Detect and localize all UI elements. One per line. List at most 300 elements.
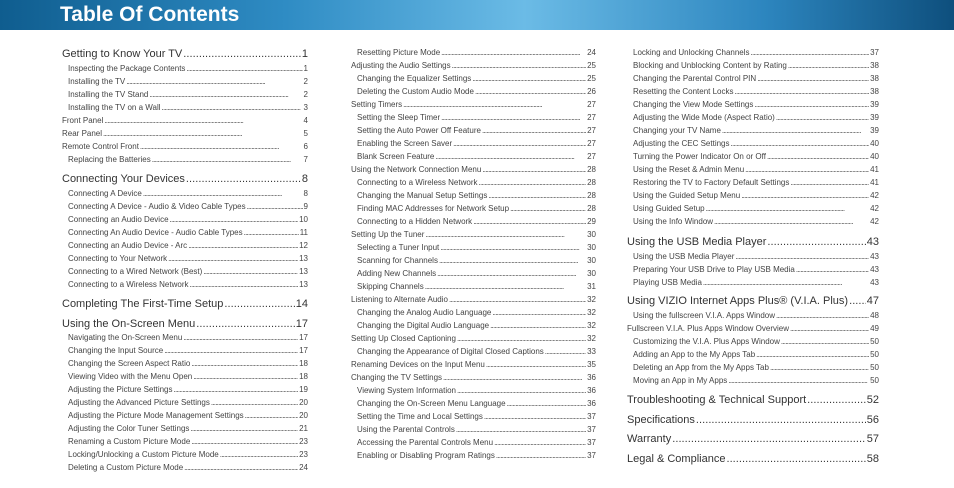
toc-entry-link[interactable] (351, 126, 596, 138)
toc-page-number: 56 (866, 414, 879, 426)
toc-section-link[interactable] (627, 236, 879, 250)
toc-entry-link[interactable] (351, 139, 596, 151)
leader-dots (191, 437, 298, 446)
toc-page-number: 17 (299, 346, 308, 355)
toc-entry-label: Inspecting the Package Contents (68, 64, 186, 73)
toc-entry-link[interactable] (351, 256, 596, 268)
toc-entry-link[interactable] (627, 278, 879, 290)
toc-page-number: 2 (303, 90, 308, 99)
toc-entry-label: Changing the Digital Audio Language (357, 321, 490, 330)
toc-entry-link[interactable] (351, 165, 596, 177)
leader-dots (696, 414, 866, 426)
toc-entry-label: Connecting to a Wireless Network (68, 280, 189, 289)
toc-entry-link[interactable] (62, 463, 308, 475)
toc-entry-link[interactable] (62, 346, 308, 358)
toc-page-number: 20 (299, 411, 308, 420)
toc-entry-link[interactable] (62, 424, 308, 436)
toc-entry-label: Setting the Auto Power Off Feature (357, 126, 481, 135)
toc-entry-label: Enabling or Disabling Program Ratings (357, 451, 495, 460)
toc-entry-link[interactable] (627, 165, 879, 177)
header-banner (0, 0, 954, 30)
toc-page-number: 27 (587, 113, 596, 122)
toc-page-number: 39 (870, 100, 879, 109)
toc-entry-link[interactable] (627, 376, 879, 388)
leader-dots (403, 100, 586, 109)
toc-section-link[interactable] (627, 433, 879, 447)
toc-entry-label: Blocking and Unblocking Content by Rating (633, 61, 787, 70)
toc-entry-link[interactable] (351, 230, 596, 242)
toc-entry-link[interactable] (62, 155, 308, 167)
toc-entry-label: Using the On-Screen Menu (62, 318, 196, 330)
toc-entry-label: Using the Parental Controls (357, 425, 455, 434)
toc-entry-link[interactable] (62, 359, 308, 371)
toc-page-number: 30 (587, 243, 596, 252)
toc-entry-label: Fullscreen V.I.A. Plus Apps Window Overview (627, 324, 789, 333)
toc-entry-link[interactable] (351, 204, 596, 216)
leader-dots (162, 103, 303, 112)
toc-entry-link[interactable] (627, 204, 879, 216)
toc-entry-link[interactable] (627, 113, 879, 125)
toc-page-number: 30 (587, 230, 596, 239)
leader-dots (103, 129, 303, 138)
toc-page-number: 29 (587, 217, 596, 226)
toc-entry-label: Changing the On-Screen Menu Language (357, 399, 506, 408)
toc-entry-link[interactable] (627, 178, 879, 190)
toc-page-number: 13 (299, 267, 308, 276)
toc-page-number: 43 (870, 278, 879, 287)
toc-entry-label: Installing the TV on a Wall (68, 103, 161, 112)
toc-page-number: 42 (870, 217, 879, 226)
toc-entry-link[interactable] (351, 269, 596, 281)
toc-entry-link[interactable] (627, 139, 879, 151)
leader-dots (104, 116, 302, 125)
leader-dots (149, 90, 302, 99)
leader-dots (437, 269, 586, 278)
toc-page-number: 27 (587, 126, 596, 135)
toc-page-number: 36 (587, 373, 596, 382)
toc-entry-link[interactable] (351, 74, 596, 86)
toc-entry-label: Locking and Unlocking Channels (633, 48, 750, 57)
toc-entry-label: Getting to Know Your TV (62, 48, 183, 60)
toc-entry-label: Skipping Channels (357, 282, 424, 291)
toc-entry-label: Installing the TV (68, 77, 126, 86)
toc-page-number: 38 (870, 74, 879, 83)
toc-section-link[interactable] (62, 298, 308, 312)
leader-dots (183, 48, 301, 60)
toc-page-number: 41 (870, 178, 879, 187)
toc-entry-link[interactable] (62, 103, 308, 115)
toc-entry-label: Changing the Equalizer Settings (357, 74, 472, 83)
toc-entry-link[interactable] (351, 347, 596, 359)
toc-page-number: 50 (870, 350, 879, 359)
toc-section-link[interactable] (62, 173, 308, 187)
toc-page-number: 36 (587, 386, 596, 395)
toc-entry-label: Adjusting the Wide Mode (Aspect Ratio) (633, 113, 775, 122)
toc-page-number: 23 (299, 437, 308, 446)
leader-dots (188, 241, 298, 250)
leader-dots (754, 100, 869, 109)
leader-dots (245, 411, 298, 420)
toc-entry-link[interactable] (627, 217, 879, 229)
toc-entry-label: Connecting A Device (68, 189, 142, 198)
leader-dots (484, 412, 586, 421)
leader-dots (143, 189, 303, 198)
toc-entry-label: Setting Timers (351, 100, 403, 109)
toc-section-link[interactable] (62, 48, 308, 62)
toc-entry-link[interactable] (627, 191, 879, 203)
toc-entry-link[interactable] (62, 385, 308, 397)
toc-page-number: 19 (299, 385, 308, 394)
toc-entry-label: Connecting to a Wireless Network (357, 178, 478, 187)
toc-page-number: 12 (299, 241, 308, 250)
leader-dots (140, 142, 303, 151)
leader-dots (714, 217, 869, 226)
toc-entry-link[interactable] (62, 90, 308, 102)
toc-entry-label: Viewing System Information (357, 386, 457, 395)
leader-dots (168, 254, 298, 263)
toc-page-number: 58 (866, 453, 879, 465)
toc-page-number: 36 (587, 399, 596, 408)
leader-dots (220, 450, 298, 459)
toc-entry-link[interactable] (627, 265, 879, 277)
toc-entry-label: Listening to Alternate Audio (351, 295, 448, 304)
toc-entry-link[interactable] (351, 282, 596, 294)
leader-dots (184, 463, 298, 472)
leader-dots (440, 243, 586, 252)
toc-entry-link[interactable] (62, 64, 308, 76)
leader-dots (781, 337, 869, 346)
toc-entry-link[interactable] (351, 425, 596, 437)
leader-dots (722, 126, 869, 135)
toc-page-number: 25 (587, 61, 596, 70)
toc-entry-label: Troubleshooting & Technical Support (627, 394, 807, 406)
toc-page-number: 49 (870, 324, 879, 333)
toc-page-number: 27 (587, 139, 596, 148)
toc-entry-link[interactable] (351, 113, 596, 125)
toc-page-number: 48 (870, 311, 879, 320)
toc-entry-label: Adding an App to the My Apps Tab (633, 350, 756, 359)
toc-page-number: 32 (587, 321, 596, 330)
toc-section-link[interactable] (627, 453, 879, 467)
toc-page-number: 52 (866, 394, 879, 406)
toc-entry-label: Connecting to Your Network (68, 254, 168, 263)
toc-entry-link[interactable] (627, 74, 879, 86)
toc-entry-link[interactable] (62, 202, 308, 214)
toc-entry-link[interactable] (62, 437, 308, 449)
leader-dots (756, 350, 869, 359)
toc-entry-link[interactable] (351, 399, 596, 411)
leader-dots (435, 152, 586, 161)
toc-entry-label: Connecting an Audio Device - Arc (68, 241, 188, 250)
toc-entry-label: Connecting A Device - Audio & Video Cable Types (68, 202, 246, 211)
toc-entry-link[interactable] (62, 280, 308, 292)
toc-entry-link[interactable] (627, 61, 879, 73)
toc-entry-link[interactable] (62, 77, 308, 89)
toc-entry-link[interactable] (62, 398, 308, 410)
toc-section-link[interactable] (627, 394, 879, 408)
leader-dots (482, 126, 586, 135)
toc-page-number: 20 (299, 398, 308, 407)
toc-entry-link[interactable] (351, 243, 596, 255)
toc-entry-link[interactable] (627, 324, 879, 336)
toc-entry-label: Changing your TV Name (633, 126, 721, 135)
leader-dots (735, 87, 870, 96)
leader-dots (170, 215, 299, 224)
toc-page-number: 38 (870, 87, 879, 96)
toc-entry-link[interactable] (351, 386, 596, 398)
toc-entry-label: Changing the Manual Setup Settings (357, 191, 488, 200)
toc-page-number: 37 (587, 438, 596, 447)
toc-entry-link[interactable] (351, 360, 596, 372)
toc-entry-label: Navigating the On-Screen Menu (68, 333, 183, 342)
toc-entry-link[interactable] (351, 100, 596, 112)
toc-entry-link[interactable] (62, 450, 308, 462)
toc-page-number: 17 (299, 333, 308, 342)
toc-entry-link[interactable] (62, 116, 308, 128)
leader-dots (190, 280, 299, 289)
toc-page-number: 39 (870, 113, 879, 122)
leader-dots (126, 77, 302, 86)
leader-dots (494, 438, 586, 447)
toc-entry-link[interactable] (627, 363, 879, 375)
leader-dots (472, 74, 586, 83)
leader-dots (452, 61, 586, 70)
toc-entry-label: Using the Info Window (633, 217, 714, 226)
leader-dots (706, 204, 869, 213)
toc-page-number: 24 (587, 48, 596, 57)
toc-entry-link[interactable] (351, 451, 596, 463)
toc-entry-label: Changing the TV Settings (351, 373, 443, 382)
leader-dots (672, 433, 866, 445)
toc-entry-label: Front Panel (62, 116, 104, 125)
toc-entry-label: Using the fullscreen V.I.A. Apps Window (633, 311, 775, 320)
leader-dots (849, 295, 866, 307)
leader-dots (703, 278, 869, 287)
toc-entry-label: Installing the TV Stand (68, 90, 149, 99)
leader-dots (757, 74, 869, 83)
leader-dots (473, 217, 586, 226)
leader-dots (479, 178, 587, 187)
toc-page-number: 35 (587, 360, 596, 369)
toc-page-number: 43 (866, 236, 879, 248)
toc-entry-link[interactable] (351, 191, 596, 203)
toc-entry-label: Deleting a Custom Picture Mode (68, 463, 184, 472)
leader-dots (174, 385, 299, 394)
leader-dots (735, 252, 869, 261)
toc-page-number: 30 (587, 256, 596, 265)
toc-entry-label: Using Guided Setup (633, 204, 705, 213)
toc-page-number: 21 (299, 424, 308, 433)
toc-entry-label: Warranty (627, 433, 672, 445)
toc-entry-link[interactable] (627, 48, 879, 60)
toc-entry-label: Resetting the Content Locks (633, 87, 734, 96)
toc-entry-label: Deleting an App from the My Apps Tab (633, 363, 769, 372)
leader-dots (482, 165, 586, 174)
toc-entry-link[interactable] (351, 61, 596, 73)
leader-dots (224, 298, 294, 310)
toc-page-number: 50 (870, 337, 879, 346)
toc-entry-label: Connecting An Audio Device - Audio Cable Types (68, 228, 243, 237)
toc-entry-label: Connecting to a Wired Network (Best) (68, 267, 203, 276)
toc-entry-link[interactable] (627, 337, 879, 349)
toc-entry-link[interactable] (351, 152, 596, 164)
leader-dots (496, 451, 586, 460)
leader-dots (191, 359, 298, 368)
leader-dots (247, 202, 303, 211)
leader-dots (741, 191, 869, 200)
toc-entry-label: Using the Reset & Admin Menu (633, 165, 745, 174)
toc-page-number: 47 (866, 295, 879, 307)
toc-entry-link[interactable] (62, 333, 308, 345)
toc-entry-link[interactable] (351, 48, 596, 60)
toc-page-number: 28 (587, 191, 596, 200)
toc-entry-link[interactable] (351, 217, 596, 229)
toc-entry-label: Renaming a Custom Picture Mode (68, 437, 191, 446)
toc-entry-label: Setting the Sleep Timer (357, 113, 441, 122)
leader-dots (776, 113, 869, 122)
toc-page-number: 32 (587, 295, 596, 304)
toc-page-number: 28 (587, 178, 596, 187)
toc-entry-link[interactable] (62, 129, 308, 141)
leader-dots (203, 267, 298, 276)
toc-page-number: 26 (587, 87, 596, 96)
toc-entry-label: Adjusting the Advanced Picture Settings (68, 398, 210, 407)
toc-page-number: 30 (587, 269, 596, 278)
leader-dots (767, 236, 865, 248)
toc-entry-link[interactable] (351, 178, 596, 190)
leader-dots (770, 363, 869, 372)
toc-entry-label: Adjusting the Picture Mode Management Settings (68, 411, 244, 420)
toc-entry-label: Using the Network Connection Menu (351, 165, 482, 174)
toc-page-number: 8 (303, 189, 308, 198)
toc-entry-link[interactable] (62, 411, 308, 423)
toc-page-number: 8 (301, 173, 308, 185)
leader-dots (183, 333, 298, 342)
toc-page-number: 42 (870, 191, 879, 200)
leader-dots (457, 334, 586, 343)
toc-entry-link[interactable] (627, 87, 879, 99)
toc-entry-label: Playing USB Media (633, 278, 702, 287)
toc-section-link[interactable] (627, 414, 879, 428)
toc-entry-link[interactable] (627, 100, 879, 112)
toc-entry-link[interactable] (351, 334, 596, 346)
toc-page-number: 5 (303, 129, 308, 138)
leader-dots (731, 139, 870, 148)
toc-entry-link[interactable] (62, 142, 308, 154)
leader-dots (453, 139, 586, 148)
toc-entry-label: Renaming Devices on the Input Menu (351, 360, 485, 369)
toc-entry-link[interactable] (627, 350, 879, 362)
toc-entry-label: Restoring the TV to Factory Default Settings (633, 178, 790, 187)
leader-dots (486, 360, 586, 369)
toc-entry-label: Completing The First-Time Setup (62, 298, 224, 310)
toc-entry-label: Locking/Unlocking a Custom Picture Mode (68, 450, 219, 459)
toc-entry-label: Finding MAC Addresses for Network Setup (357, 204, 510, 213)
toc-entry-label: Preparing Your USB Drive to Play USB Media (633, 265, 795, 274)
toc-entry-label: Setting Up Closed Captioning (351, 334, 456, 343)
leader-dots (186, 64, 302, 73)
toc-page-number: 24 (299, 463, 308, 472)
leader-dots (211, 398, 298, 407)
toc-page-number: 41 (870, 165, 879, 174)
toc-entry-label: Turning the Power Indicator On or Off (633, 152, 766, 161)
toc-entry-link[interactable] (351, 438, 596, 450)
toc-entry-link[interactable] (62, 215, 308, 227)
toc-section-link[interactable] (627, 295, 879, 309)
toc-entry-link[interactable] (627, 311, 879, 323)
toc-page-number: 7 (303, 155, 308, 164)
leader-dots (164, 346, 298, 355)
toc-page-number: 4 (303, 116, 308, 125)
toc-entry-link[interactable] (62, 254, 308, 266)
toc-entry-label: Deleting the Custom Audio Mode (357, 87, 474, 96)
toc-entry-label: Setting Up the Tuner (351, 230, 425, 239)
toc-entry-label: Accessing the Parental Controls Menu (357, 438, 494, 447)
leader-dots (443, 373, 586, 382)
toc-entry-link[interactable] (351, 412, 596, 424)
leader-dots (751, 48, 870, 57)
leader-dots (193, 372, 298, 381)
toc-entry-label: Using the USB Media Player (633, 252, 735, 261)
toc-page-number: 2 (303, 77, 308, 86)
toc-entry-link[interactable] (627, 152, 879, 164)
toc-page-number: 18 (299, 359, 308, 368)
toc-page-number: 37 (587, 412, 596, 421)
toc-entry-link[interactable] (62, 267, 308, 279)
toc-entry-label: Rear Panel (62, 129, 103, 138)
toc-entry-label: Changing the Input Source (68, 346, 164, 355)
toc-entry-link[interactable] (62, 228, 308, 240)
leader-dots (425, 230, 586, 239)
toc-section-link[interactable] (62, 318, 308, 332)
leader-dots (488, 191, 586, 200)
toc-entry-link[interactable] (62, 372, 308, 384)
leader-dots (510, 204, 586, 213)
toc-page-number: 31 (587, 282, 596, 291)
toc-page-number: 6 (303, 142, 308, 151)
toc-entry-link[interactable] (351, 308, 596, 320)
toc-page-number: 27 (587, 100, 596, 109)
toc-page-number: 42 (870, 204, 879, 213)
toc-page-number: 10 (299, 215, 308, 224)
toc-entry-link[interactable] (627, 252, 879, 264)
toc-entry-link[interactable] (351, 373, 596, 385)
leader-dots (776, 311, 869, 320)
toc-page-number: 17 (295, 318, 308, 330)
toc-entry-label: Changing the View Mode Settings (633, 100, 754, 109)
toc-entry-label: Remote Control Front (62, 142, 139, 151)
toc-page-number: 1 (303, 64, 308, 73)
toc-page-number: 18 (299, 372, 308, 381)
toc-entry-link[interactable] (351, 295, 596, 307)
toc-entry-label: Adjusting the Audio Settings (351, 61, 451, 70)
leader-dots (728, 376, 869, 385)
toc-entry-link[interactable] (62, 189, 308, 201)
toc-page-number: 32 (587, 308, 596, 317)
toc-entry-link[interactable] (351, 321, 596, 333)
leader-dots (439, 256, 586, 265)
toc-entry-label: Specifications (627, 414, 695, 426)
toc-entry-label: Resetting Picture Mode (357, 48, 441, 57)
toc-page-number: 13 (299, 254, 308, 263)
toc-entry-link[interactable] (627, 126, 879, 138)
toc-entry-label: Moving an App in My Apps (633, 376, 728, 385)
leader-dots (196, 318, 294, 330)
toc-entry-link[interactable] (351, 87, 596, 99)
toc-entry-label: Scanning for Channels (357, 256, 438, 265)
toc-entry-link[interactable] (62, 241, 308, 253)
toc-page-number: 50 (870, 376, 879, 385)
